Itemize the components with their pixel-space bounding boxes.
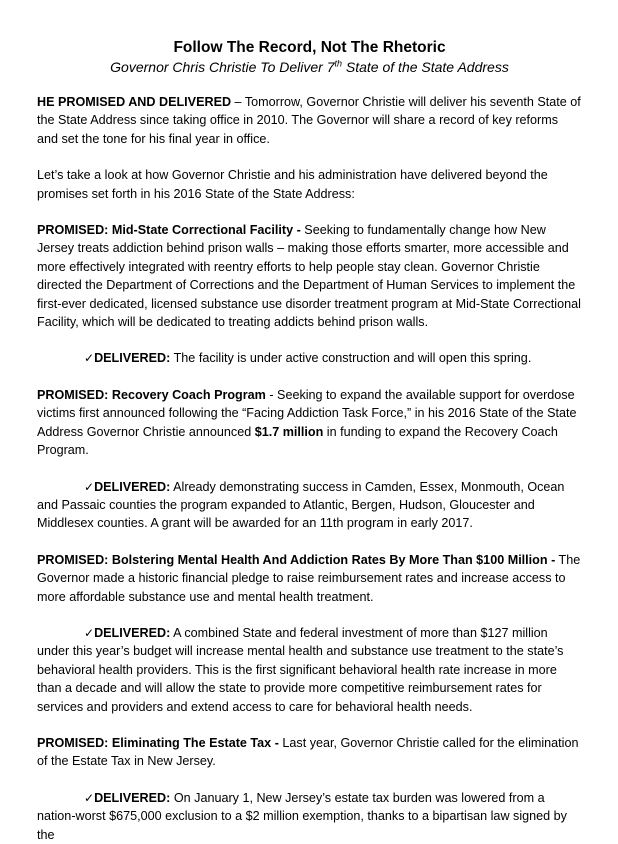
delivered-text-2: Already demonstrating success in Camden, Essex, Monmouth, Ocean and Passaic counties the program expanded to Atlantic, Bergen, Hudson, Gloucester and Middlesex counties. A grant will be awarded for an 11th program in early 2017. bbox=[37, 479, 565, 531]
subtitle-text-end: State of the State Address bbox=[342, 59, 509, 75]
delivered-label-4: DELIVERED: bbox=[94, 790, 171, 805]
intro-paragraph bbox=[37, 93, 582, 148]
promised-paragraph-4 bbox=[37, 734, 582, 771]
promised-text-1: Seeking to fundamentally change how New Jersey treats addiction behind prison walls – making those efforts smarter, more accessible and more effectively integrated with reentry efforts to help people stay clean. Governor Christie directed the Department of Corrections and the Department of Human Services to implement the first-ever dedicated, licensed substance use disorder treatment program at Mid-State Correctional Facility, which will be dedicated to treating addicts behind prison walls. bbox=[37, 223, 581, 330]
lookback-paragraph: Let’s take a look at how Governor Christie and his administration have delivered beyond the promises set forth in his 2016 State of the State Address: bbox=[37, 168, 548, 201]
document-subtitle bbox=[37, 58, 582, 77]
promised-label-2: PROMISED: Recovery Coach Program bbox=[37, 387, 266, 402]
delivered-paragraph-3 bbox=[37, 624, 582, 716]
promised-paragraph-3 bbox=[37, 551, 582, 606]
delivered-paragraph-2 bbox=[37, 478, 582, 533]
subtitle-superscript: th bbox=[334, 58, 343, 69]
promised-label-4: PROMISED: Eliminating The Estate Tax - bbox=[37, 735, 279, 750]
promised-text-3: The Governor made a historic financial pledge to raise reimbursement rates and increase access to more affordable substance use and mental health treatment. bbox=[37, 552, 581, 604]
check-icon: ✓ bbox=[84, 790, 95, 805]
check-icon: ✓ bbox=[84, 351, 95, 366]
intro-text: – Tomorrow, Governor Christie will deliver his seventh State of the State Address since taking office in 2010. The Governor will share a record of key reforms and set the tone for his final year in office. bbox=[37, 95, 581, 146]
promised-paragraph-2 bbox=[37, 386, 582, 460]
promised-text-4: Last year, Governor Christie called for the elimination of the Estate Tax in New Jersey. bbox=[37, 735, 579, 769]
subtitle-text: Governor Chris Christie To Deliver 7 bbox=[110, 59, 335, 75]
promised-text-2a: - Seeking to expand the available support for overdose victims first announced following the “Facing Addiction Task Force,” in his 2016 State of the State Address Governor Christie announced bbox=[37, 387, 577, 439]
delivered-label-2: DELIVERED: bbox=[94, 479, 171, 494]
promised-paragraph-1 bbox=[37, 221, 582, 331]
delivered-label-1: DELIVERED: bbox=[94, 351, 171, 366]
promised-text-2b: in funding to expand the Recovery Coach Program. bbox=[37, 424, 558, 458]
delivered-label-3: DELIVERED: bbox=[94, 625, 171, 640]
document-title: Follow The Record, Not The Rhetoric bbox=[173, 39, 446, 56]
check-icon: ✓ bbox=[84, 625, 95, 640]
delivered-text-4: On January 1, New Jersey’s estate tax burden was lowered from a nation-worst $675,000 exclusion to a $2 million exemption, thanks to a bipartisan law signed by the bbox=[37, 790, 567, 842]
delivered-text-3: A combined State and federal investment of more than $127 million under this year’s budget will increase mental health and substance use treatment to the state’s behavioral health providers. This is the first significant behavioral health rate increase in more than a decade and will allow the state to provide more competitive reimbursement rates for services and providers and extend access to care for behavioral health needs. bbox=[37, 625, 564, 714]
promised-label-3: PROMISED: Bolstering Mental Health And Addiction Rates By More Than $100 Million - bbox=[37, 552, 556, 567]
delivered-paragraph-1 bbox=[37, 349, 582, 367]
delivered-paragraph-4 bbox=[37, 789, 582, 844]
intro-lead: HE PROMISED AND DELIVERED bbox=[37, 95, 232, 109]
promised-label-1: PROMISED: Mid-State Correctional Facility - bbox=[37, 223, 301, 238]
delivered-text-1: The facility is under active construction and will open this spring. bbox=[170, 351, 532, 366]
promised-amount-2: $1.7 million bbox=[254, 424, 324, 439]
check-icon: ✓ bbox=[84, 479, 95, 494]
